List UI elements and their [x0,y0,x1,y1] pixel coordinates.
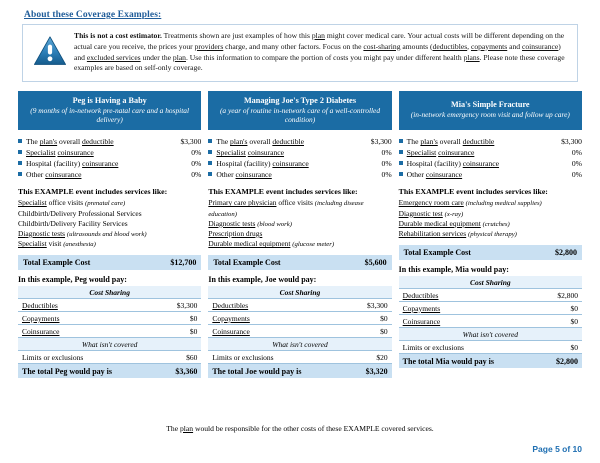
notice-body-7: ) and [74,41,561,62]
plan-cost-value: $3,300 [370,137,392,147]
cost-sharing-label [18,312,151,325]
plan-cost-label [26,147,187,158]
glossary-link[interactable]: Coinsurance [402,316,441,326]
plan-cost-value: $3,300 [180,137,202,147]
not-covered-value: $60 [151,351,201,364]
table-row [208,325,391,338]
square-bullet-icon [208,150,212,154]
cost-sharing-label [399,302,532,315]
glossary-link[interactable]: coinsurance [57,148,94,158]
plan-cost-label: Hospital (facility) coinsurance [406,159,500,169]
glossary-link[interactable]: coinsurance [82,159,119,169]
coverage-example-columns [18,91,582,378]
glossary-link[interactable]: Durable medical equipment [208,239,291,249]
glossary-link[interactable]: coinsurance [425,170,463,180]
service-item [399,198,582,208]
plan-cost-item [18,158,201,169]
plan-cost-list [18,136,201,180]
square-bullet-icon [18,139,22,143]
plan-cost-item [208,158,391,169]
service-note: (including disease education) [208,200,364,218]
service-item [399,209,582,219]
plan-cost-item [399,169,582,180]
glossary-link[interactable]: Durable medical equipment [398,218,481,228]
footer-note [0,424,600,433]
notice-body-8: under the [140,52,173,62]
link-plans[interactable]: plans [463,52,480,62]
would-pay-heading: In this example, Peg would pay: [18,275,127,285]
glossary-link[interactable]: plan's [39,137,58,147]
total-example-cost-label: Total Example Cost [403,248,471,258]
cost-sharing-value: $0 [151,325,201,338]
table-row [18,351,201,364]
glossary-link[interactable]: coinsurance [438,148,475,158]
column-title: Peg is Having a Baby [72,95,147,105]
cost-sharing-value: $0 [151,312,201,325]
notice-body-3: charge, and many other factors. Focus on the [223,41,364,51]
link-plan-1[interactable]: plan [311,31,325,40]
service-note: (ultrasounds and blood work) [66,230,147,238]
glossary-link[interactable]: Prescription drugs [208,229,263,238]
plan-cost-item [18,169,201,180]
plan-cost-item [18,147,201,158]
glossary-link[interactable]: plan's [420,137,438,147]
not-covered-header: What isn't covered [399,328,582,341]
glossary-link[interactable]: Specialist [26,148,56,158]
service-note: (including medical supplies) [465,200,542,208]
glossary-link[interactable]: Deductibles [212,300,249,310]
glossary-link[interactable]: Specialist [18,239,47,249]
glossary-link[interactable]: Specialist [406,148,437,158]
column-subtitle: (a year of routine in-network care of a well-controlled condition) [219,105,381,124]
total-pay-value: $2,800 [532,354,582,369]
plan-cost-label: Other coinsurance [216,170,272,180]
cost-sharing-label [399,315,532,328]
notice-body-9: . Use this information to compare the portion of costs you might pay under different health [185,52,464,62]
glossary-link[interactable]: Diagnostic tests [18,228,66,238]
service-item [208,239,391,249]
cost-sharing-header: Cost Sharing [208,286,391,299]
services-heading: This EXAMPLE event includes services like: [398,187,548,197]
table-row [18,325,201,338]
glossary-link[interactable]: Copayments [22,313,60,323]
square-bullet-icon [399,150,403,154]
plan-cost-list [208,136,391,180]
total-pay-label: The total Mia would pay is [399,354,532,369]
square-bullet-icon [18,161,22,165]
glossary-link[interactable]: Specialist [216,148,246,158]
footer-note-2: would be responsible for the other costs of these EXAMPLE covered services. [193,424,434,433]
cost-sharing-label [208,312,341,325]
plan-cost-label: The plan's overall deductible [216,137,304,147]
square-bullet-icon [399,161,403,165]
glossary-link[interactable]: Deductibles [402,290,439,300]
notice-body-1: Treatments shown are just examples of how this [161,31,312,40]
total-example-cost-row [208,255,391,270]
notice-body-5: , [467,41,471,51]
plan-cost-label: The plan's overall deductible [26,137,114,147]
table-row [399,341,582,354]
cost-sharing-header-row [399,276,582,289]
square-bullet-icon [18,150,22,154]
plan-cost-item [399,136,582,147]
notice-body-4: amounts ( [400,41,433,51]
not-covered-header-row [18,338,201,351]
notice-body-2: might cover medical care. Your actual costs will be different depending on the actual care you receive, the prices your [74,31,565,51]
plan-cost-label [407,147,568,158]
glossary-link[interactable]: Deductibles [22,300,58,310]
cost-sharing-value: $3,300 [151,299,201,312]
table-row [208,299,391,312]
square-bullet-icon [208,172,212,176]
glossary-link[interactable]: Coinsurance [212,326,250,336]
service-item [208,229,391,239]
coverage-example-column [399,91,582,368]
square-bullet-icon [399,172,403,176]
glossary-link[interactable]: plan's [230,137,248,147]
total-pay-value: $3,320 [342,364,392,379]
cost-sharing-label [18,325,151,338]
glossary-link[interactable]: coinsurance [235,170,272,180]
page-title: About these Coverage Examples: [24,10,162,20]
cost-sharing-label [208,325,341,338]
table-row [399,302,582,315]
service-note: (x-ray) [444,210,464,218]
service-item: Specialist office visits (prenatal care) [18,198,126,208]
plan-cost-value: 0% [191,159,202,169]
column-header [208,91,391,130]
service-item [18,229,201,239]
plan-cost-item [399,147,582,158]
square-bullet-icon [208,139,212,143]
total-example-cost-label: Total Example Cost [23,258,91,268]
total-pay-value: $3,360 [151,364,201,379]
column-title: Mia's Simple Fracture [451,100,530,110]
service-note: (blood work) [257,220,292,228]
service-note: (crutches) [482,220,510,228]
total-example-cost-value: $12,700 [170,258,197,268]
link-deductibles[interactable]: deductibles [432,41,468,51]
link-plan-footer[interactable]: plan [180,424,194,433]
cost-sharing-header-row [18,286,201,299]
plan-cost-item [399,158,582,169]
plan-cost-label: Other coinsurance [406,170,463,180]
glossary-link[interactable]: Primary care physician [208,198,277,208]
column-subtitle: (9 months of in-network pre-natal care and a hospital delivery) [30,105,190,124]
glossary-link[interactable]: Copayments [402,303,441,313]
glossary-link[interactable]: coinsurance [247,148,285,158]
service-item [399,229,582,239]
plan-cost-list [399,136,582,180]
services-list [399,198,582,239]
cost-sharing-table [208,286,391,378]
glossary-link[interactable]: deductible [272,137,304,147]
total-example-cost-value: $2,800 [554,248,577,258]
total-pay-row [18,364,201,379]
notice-lead: This is not a cost estimator. [74,31,162,40]
service-note: (anesthesia) [63,241,96,249]
cost-sharing-header: Cost Sharing [399,276,582,289]
plan-cost-item [18,136,201,147]
not-covered-header-row [208,338,391,351]
notice-text [74,31,569,74]
table-row [18,299,201,312]
notice-body-6: and [507,41,522,51]
services-list [208,198,391,249]
cost-sharing-value: $0 [342,312,392,325]
cost-sharing-value: $0 [342,325,392,338]
square-bullet-icon [399,139,403,143]
table-row [18,312,201,325]
column-title: Managing Joe's Type 2 Diabetes [243,95,357,105]
total-example-cost-row [399,245,582,260]
service-note: (glucose meter) [292,241,335,249]
warning-triangle-icon [33,34,67,68]
services-heading: This EXAMPLE event includes services like: [18,187,168,197]
cost-sharing-value: $3,300 [342,299,392,312]
plan-cost-label: Hospital (facility) coinsurance [216,159,309,169]
plan-cost-value: 0% [191,170,202,180]
coverage-example-column [208,91,391,378]
service-item: Primary care physician office visits (including disease education) [208,198,364,218]
total-example-cost-row [18,255,201,270]
plan-cost-value: 0% [571,170,582,180]
total-example-cost-label: Total Example Cost [213,258,281,268]
cost-sharing-table [18,286,201,378]
total-pay-row [208,364,391,379]
table-row [399,289,582,302]
square-bullet-icon [18,172,22,176]
glossary-link[interactable]: coinsurance [462,159,500,169]
would-pay-heading: In this example, Joe would pay: [208,275,317,285]
total-pay-label: The total Joe would pay is [208,364,341,379]
not-covered-header: What isn't covered [18,338,201,351]
square-bullet-icon [208,161,212,165]
footer-note-1: The [166,424,180,433]
cost-sharing-header: Cost Sharing [18,286,201,299]
table-row [399,315,582,328]
plan-cost-value: 0% [381,170,392,180]
plan-cost-value: 0% [381,148,392,158]
plan-cost-item [208,169,391,180]
not-covered-value: $20 [342,351,392,364]
column-header [399,91,582,130]
notice-body-10: . Please note these coverage examples are based on self-only coverage. [74,52,565,73]
link-plan-2[interactable]: plan [172,52,186,62]
not-covered-value: $0 [532,341,582,354]
cost-sharing-table [399,276,582,368]
glossary-link[interactable]: coinsurance [45,170,82,180]
plan-cost-label: Hospital (facility) coinsurance [26,159,119,169]
not-covered-header-row [399,328,582,341]
glossary-link[interactable]: Coinsurance [22,326,60,336]
cost-sharing-value: $0 [532,302,582,315]
cost-sharing-value: $0 [532,315,582,328]
glossary-link[interactable]: Rehabilitation services [398,229,467,238]
plan-cost-value: 0% [571,159,582,169]
cost-sharing-header-row [208,286,391,299]
glossary-link[interactable]: Copayments [212,313,250,323]
service-item: Childbirth/Delivery Professional Services [18,208,142,218]
service-note: (prenatal care) [85,200,126,208]
glossary-link[interactable]: Diagnostic tests [208,218,256,228]
not-covered-header: What isn't covered [208,338,391,351]
services-list [18,198,201,249]
total-pay-label: The total Peg would pay is [18,364,151,379]
glossary-link[interactable]: deductible [82,137,114,147]
page-number: Page 5 of 10 [532,444,582,454]
cost-sharing-label [208,299,341,312]
plan-cost-value: $3,300 [561,137,582,147]
link-excluded-services[interactable]: excluded services [86,52,141,62]
not-covered-label: Limits or exclusions [18,351,151,364]
coverage-example-column [18,91,201,378]
table-row [208,312,391,325]
table-row [208,351,391,364]
total-example-cost-value: $5,600 [364,258,387,268]
glossary-link[interactable]: Emergency room care [398,198,464,208]
plan-cost-item [208,147,391,158]
services-heading: This EXAMPLE event includes services like: [208,187,358,197]
service-item [399,219,582,229]
column-header [18,91,201,130]
cost-sharing-label [399,289,532,302]
glossary-link[interactable]: Diagnostic test [398,208,443,218]
plan-cost-value: 0% [571,148,582,158]
plan-cost-label [216,147,377,158]
glossary-link[interactable]: coinsurance [272,159,309,169]
total-pay-row [399,354,582,369]
service-item: Specialist visit (anesthesia) [18,239,96,249]
service-item: Childbirth/Delivery Facility Services [18,218,128,228]
glossary-link[interactable]: Specialist [18,198,47,208]
service-item [208,219,391,229]
not-covered-label: Limits or exclusions [399,341,532,354]
link-copayments[interactable]: copayments [470,41,508,51]
plan-cost-label: Other coinsurance [26,170,82,180]
plan-cost-label: The plan's overall deductible [406,137,495,147]
plan-cost-value: 0% [191,148,202,158]
not-covered-label: Limits or exclusions [208,351,341,364]
notice-callout [22,24,578,82]
plan-cost-item [208,136,391,147]
link-coinsurance[interactable]: coinsurance [522,41,559,51]
glossary-link[interactable]: deductible [462,137,495,147]
cost-sharing-label [18,299,151,312]
column-subtitle: (in-network emergency room visit and follow up care) [410,110,570,120]
link-cost-sharing[interactable]: cost-sharing [363,41,401,51]
cost-sharing-value: $2,800 [532,289,582,302]
plan-cost-value: 0% [381,159,392,169]
service-note: (physical therapy) [468,231,517,238]
would-pay-heading: In this example, Mia would pay: [398,265,509,275]
link-providers[interactable]: providers [194,41,224,51]
